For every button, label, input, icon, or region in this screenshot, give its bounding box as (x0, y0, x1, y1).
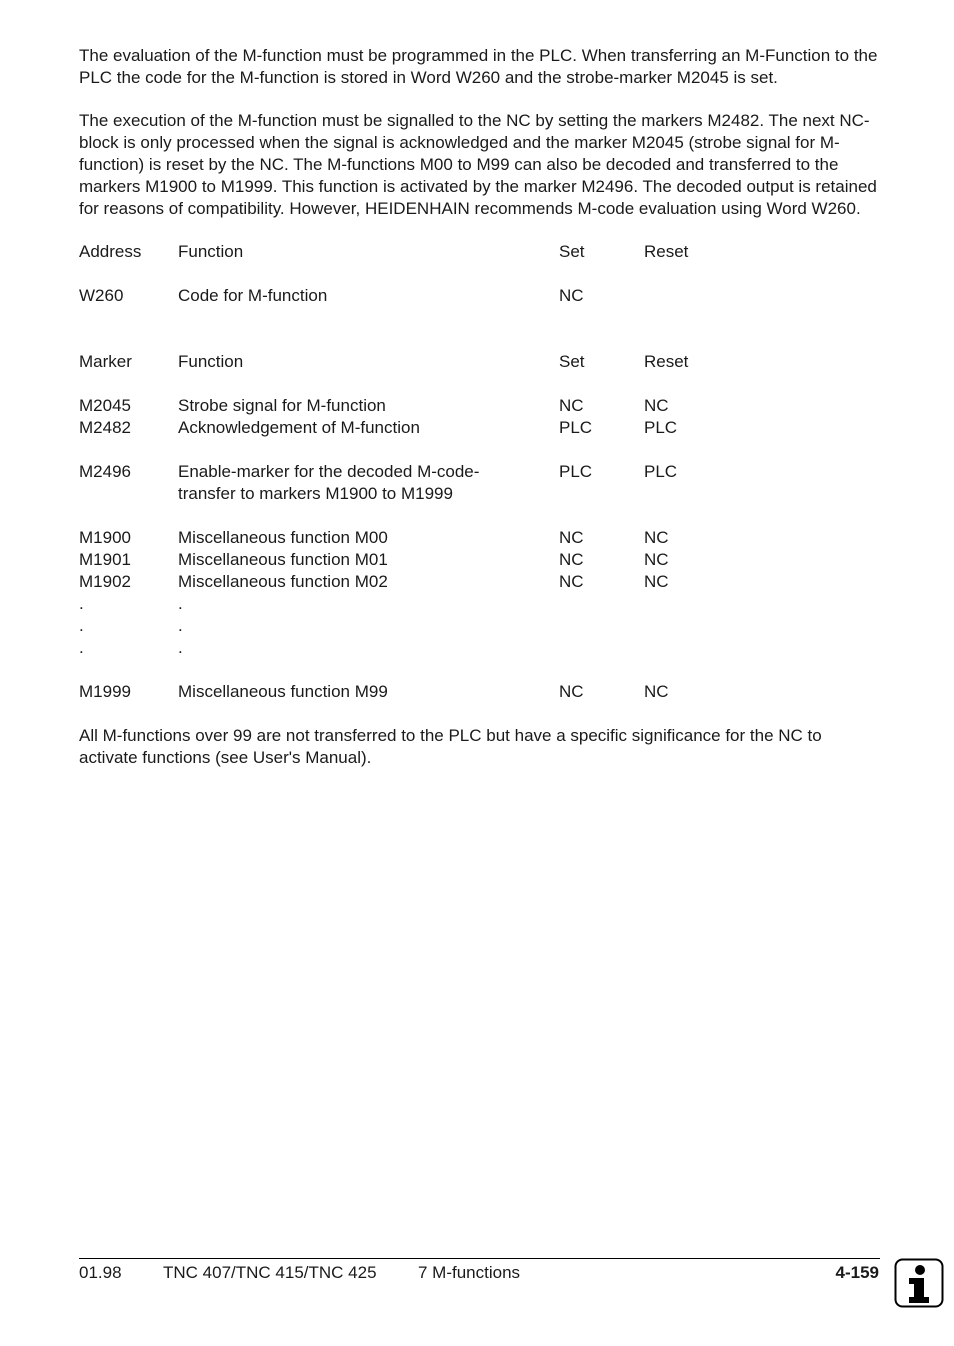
cell-marker: M1901 (79, 550, 131, 569)
table-row (79, 549, 879, 571)
cell-function: . (178, 616, 183, 635)
table-row (79, 461, 879, 483)
table-row (79, 571, 879, 593)
closing-paragraph: All M-functions over 99 are not transferred to the PLC but have a specific significance for the NC to activate functions (see User's Manual). (79, 726, 822, 767)
cell-function: Enable-marker for the decoded M-code- (178, 462, 480, 481)
cell-marker: M1900 (79, 528, 131, 547)
cell-set: NC (559, 396, 584, 415)
header-marker: Marker (79, 352, 132, 371)
cell-address: W260 (79, 286, 124, 305)
execution-paragraph: The execution of the M-function must be signalled to the NC by setting the markers M2482. The next NC-block is only processed when the signal is acknowledged and the marker M2045 (strobe signal for M-function) is reset by the NC. The M-functions M00 to M99 can also be decoded and transferred to the markers M1900 to M1999. This function is activated by the marker M2496. The decoded output is retained for reasons of compatibility. However, HEIDENHAIN recommends M-code evaluation using Word W260. (79, 111, 877, 218)
cell-marker: M2496 (79, 462, 131, 481)
page-number: 4-159 (835, 1263, 879, 1282)
cell-reset (644, 615, 764, 637)
address-table (79, 241, 879, 329)
cell-marker: M2045 (79, 396, 131, 415)
cell-marker: . (79, 616, 84, 635)
cell-reset (644, 483, 764, 505)
cell-function: Miscellaneous function M02 (178, 572, 388, 591)
cell-set (559, 637, 644, 659)
footer-chapter: 7 M-functions (418, 1263, 521, 1282)
cell-reset: PLC (644, 418, 678, 437)
cell-reset (644, 593, 764, 615)
cell-set: PLC (559, 462, 593, 481)
cell-reset: NC (644, 682, 669, 701)
cell-function: Miscellaneous function M01 (178, 550, 388, 569)
cell-function: Code for M-function (178, 286, 328, 305)
header-reset: Reset (644, 242, 689, 261)
cell-set: NC (559, 528, 584, 547)
header-function: Function (178, 352, 244, 371)
ellipsis-row (79, 593, 879, 615)
cell-function: Miscellaneous function M00 (178, 528, 388, 547)
table-row (79, 527, 879, 549)
cell-function: Strobe signal for M-function (178, 396, 386, 415)
cell-set: NC (559, 286, 584, 305)
footer-rule (79, 1258, 880, 1259)
cell-set (559, 483, 644, 505)
table-row (79, 681, 879, 703)
cell-reset (644, 285, 764, 307)
cell-reset: PLC (644, 462, 678, 481)
cell-function: transfer to markers M1900 to M1999 (178, 484, 453, 503)
cell-set: NC (559, 572, 584, 591)
table-row (79, 417, 879, 439)
cell-function: . (178, 638, 183, 657)
cell-function: Miscellaneous function M99 (178, 682, 388, 701)
cell-marker: . (79, 638, 84, 657)
table-header-row (79, 241, 879, 263)
cell-reset: NC (644, 528, 669, 547)
cell-reset (644, 637, 764, 659)
table-row (79, 395, 879, 417)
marker-table (79, 351, 879, 703)
table-row (79, 285, 879, 307)
ellipsis-row (79, 637, 879, 659)
page-content (79, 45, 879, 790)
header-set: Set (559, 242, 585, 261)
cell-marker: M1999 (79, 682, 131, 701)
cell-set: NC (559, 682, 584, 701)
table-header-row (79, 351, 879, 373)
header-function: Function (178, 242, 244, 261)
cell-marker: M2482 (79, 418, 131, 437)
footer-model: TNC 407/TNC 415/TNC 425 (163, 1263, 377, 1282)
cell-reset: NC (644, 572, 669, 591)
cell-set: PLC (559, 418, 593, 437)
intro-paragraph: The evaluation of the M-function must be programmed in the PLC. When transferring an M-Function to the PLC the code for the M-function is stored in Word W260 and the strobe-marker M2045 is set. (79, 46, 878, 87)
table-row (79, 483, 879, 505)
ellipsis-row (79, 615, 879, 637)
footer-date: 01.98 (79, 1263, 122, 1282)
cell-set (559, 615, 644, 637)
cell-function: Acknowledgement of M-function (178, 418, 420, 437)
header-reset: Reset (644, 352, 689, 371)
cell-marker: M1902 (79, 572, 131, 591)
info-icon (894, 1258, 944, 1308)
cell-set (559, 593, 644, 615)
cell-reset: NC (644, 550, 669, 569)
cell-reset: NC (644, 396, 669, 415)
header-set: Set (559, 352, 585, 371)
cell-marker: . (79, 594, 84, 613)
cell-marker (79, 483, 178, 505)
header-address: Address (79, 242, 142, 261)
cell-function: . (178, 594, 183, 613)
cell-set: NC (559, 550, 584, 569)
